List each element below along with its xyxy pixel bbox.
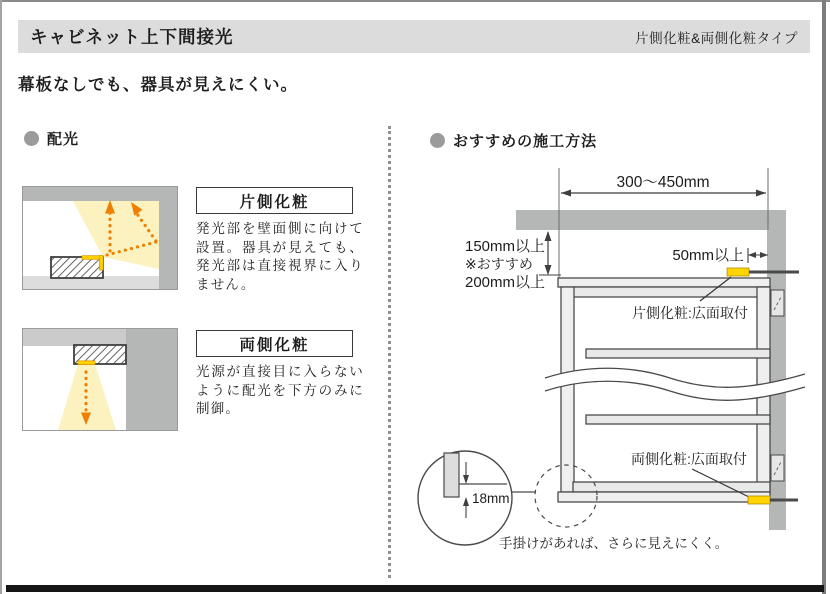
both-side-label: 両側化粧 [239,336,310,354]
diagram-one-side [22,186,178,290]
subtitle: 幕板なしでも、器具が見えにくい。 [18,76,298,94]
dim-height-rec-label: 200mm以上 [465,274,546,291]
both-side-description: 光源が直接目に入らないように配光を下方のみに制御。 [196,364,364,416]
cabinet-left-post [561,287,574,492]
arrow-right-icon [756,190,766,197]
dim-thickness-label: 18mm [472,491,510,506]
header-bar [18,20,810,53]
cabinet-bottom-panel [558,492,770,502]
dim-note-label: ※おすすめ [465,256,533,272]
wall-band [126,329,177,430]
arrow-right-icon [760,252,768,258]
luminaire-bottom [748,496,770,504]
one-side-distribution-drawing [23,187,177,289]
dim-height-min-label: 150mm以上 [465,238,546,255]
dim-side-label: 50mm以上 [672,247,744,264]
section-bullet-icon [430,133,445,148]
diagram-both-side [22,328,178,431]
installation-drawing [395,160,830,580]
page-border-left [0,0,2,594]
arrow-down-icon [545,265,552,275]
detail-side-panel [444,453,459,497]
fixture-label-bottom: 両側化粧:広面取付 [631,451,747,467]
ceiling-band [23,187,177,201]
cabinet-top-panel [558,278,770,287]
ceiling-band [516,210,786,230]
page-border-top [0,0,830,2]
emitting-part-side [99,256,103,271]
detail-circle [418,451,512,545]
arrow-left-icon [748,252,756,258]
cabinet-top-inner-board [573,287,770,297]
arrow-left-icon [561,190,571,197]
cabinet-underside-band [23,329,126,346]
distribution-heading-label: 配光 [47,131,80,148]
label-box-both-side [196,330,353,357]
column-divider [388,126,391,578]
fixture-label-top: 片側化粧:広面取付 [632,305,748,321]
one-side-description: 発光部を壁面側に向けて設置。器具が見えても、発光部は直接視界に入りません。 [196,221,364,292]
both-side-distribution-drawing [23,329,177,430]
wall-band [159,187,177,289]
cabinet-shelf-1 [586,349,770,358]
caption-text: 手掛けがあれば、さらに見えにくく。 [499,536,729,551]
dim-width-label: 300〜450mm [616,174,710,191]
bottom-rule [6,585,824,592]
wall-band [769,210,786,530]
installation-heading-label: おすすめの施工方法 [453,133,598,150]
page-title: キャビネット上下間接光 [30,27,234,47]
type-label: 片側化粧&両側化粧タイプ [635,30,798,46]
section-heading-installation [430,130,597,151]
arrow-up-icon [545,231,552,241]
label-box-one-side [196,187,353,214]
section-bullet-icon [24,131,39,146]
luminaire-top [727,268,749,276]
luminaire-hatch [51,257,103,278]
one-side-label: 片側化粧 [239,193,310,211]
section-heading-distribution [24,128,79,149]
cabinet-bottom-inner-board [573,482,770,492]
emitting-part-bottom [78,361,95,365]
cabinet-shelf-2 [586,415,770,424]
